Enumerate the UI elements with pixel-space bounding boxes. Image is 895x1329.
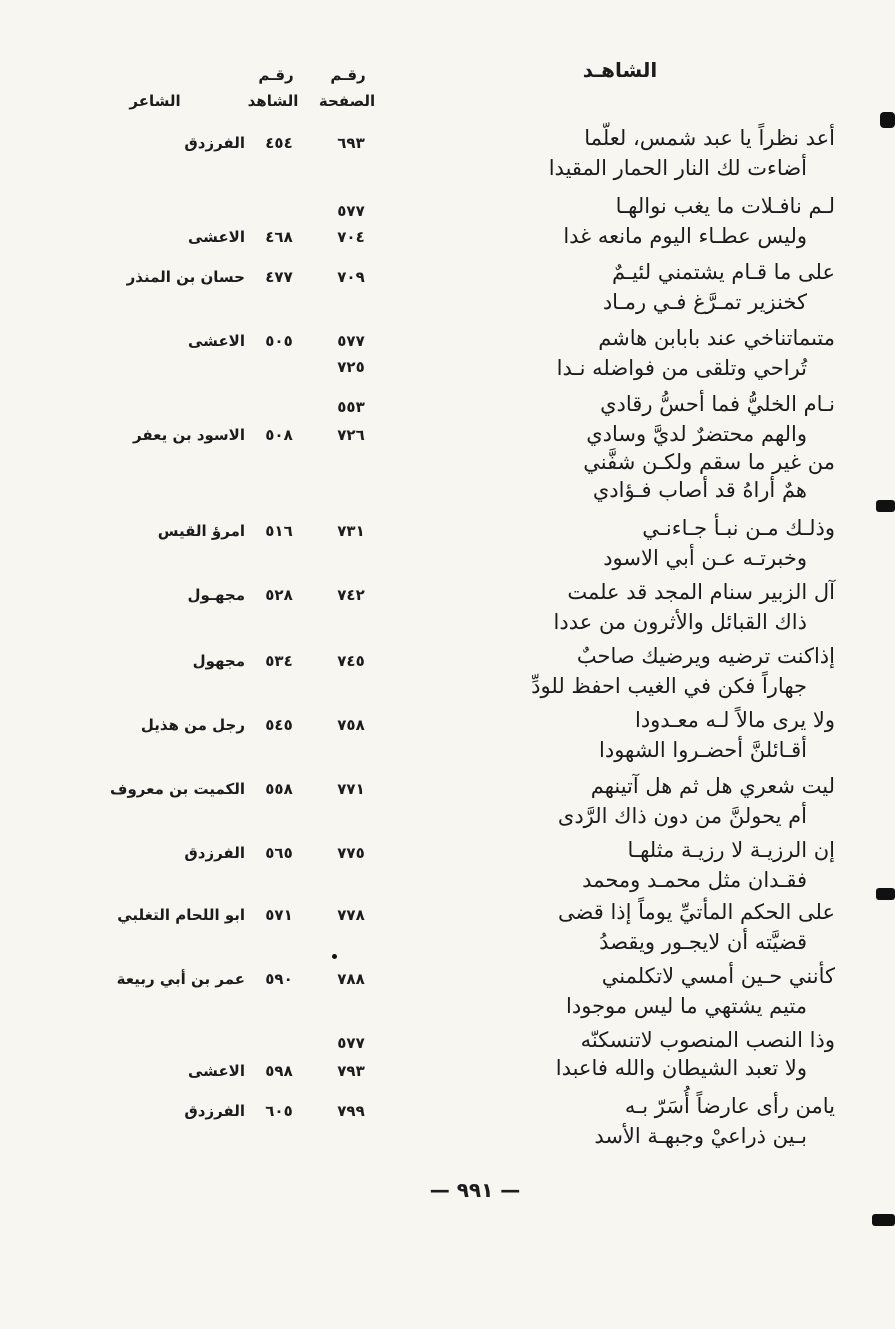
verse-line: ولا يرى مالاً لـه معـدودا xyxy=(634,708,835,732)
verse-line: ليت شعري هل ثم هل آتينهم xyxy=(590,774,835,798)
witness-number: ٥٣٤ xyxy=(265,652,293,670)
verse-line: والهم محتضرٌ لديَّ وسادي xyxy=(586,422,807,446)
page-number: ٥٧٧ xyxy=(337,202,365,220)
witness-number: ٤٦٨ xyxy=(265,228,293,246)
verse-line: آل الزبير سنام المجد قد علمت xyxy=(567,580,835,604)
poet-name: الاعشى xyxy=(188,332,245,350)
verse-line: أم يحولنَّ من دون ذاك الرَّدى xyxy=(557,804,807,828)
poet-name: الاسود بن يعفر xyxy=(133,426,245,444)
witness-number: ٥٠٨ xyxy=(265,426,293,444)
witness-number: ٥٩٨ xyxy=(265,1062,293,1080)
page-number: ٧٨٨ xyxy=(337,970,365,988)
verse-line: أعد نظراً يا عبد شمس، لعلّما xyxy=(584,126,835,150)
witness-number: ٥٤٥ xyxy=(265,716,293,734)
verse-line: إذاكنت ترضيه ويرضيك صاحبٌ xyxy=(576,644,835,668)
witness-number: ٥٢٨ xyxy=(265,586,293,604)
page-number: ٧٧٨ xyxy=(337,906,365,924)
scan-mark xyxy=(876,888,895,900)
verse-line: كخنزير تمـرَّغ فـي رمـاد xyxy=(602,290,807,314)
verse-line: على ما قـام يشتمني لئيـمٌ xyxy=(611,260,835,284)
verse-line: فقـدان مثل محمـد ومحمد xyxy=(582,868,807,892)
witness-number: ٤٧٧ xyxy=(265,268,293,286)
poet-name: الكميت بن معروف xyxy=(110,780,245,798)
verse-line: همٌ أراهُ قد أصاب فـؤادي xyxy=(592,478,807,502)
verse-line: ولا تعبد الشيطان والله فاعبدا xyxy=(555,1056,807,1080)
page-number: ٧٩٩ xyxy=(337,1102,365,1120)
scan-mark xyxy=(876,500,895,512)
page-number: ٥٥٣ xyxy=(337,398,365,416)
page-number: ٧٩٣ xyxy=(337,1062,365,1080)
verse-line: كأنني حـين أمسي لاتكلمني xyxy=(601,964,835,988)
poet-name: مجهول xyxy=(192,652,245,670)
page-number: ٧٧٥ xyxy=(337,844,365,862)
witness-number: ٦٠٥ xyxy=(265,1102,293,1120)
verse-line: متىماتناخي عند بابابن هاشم xyxy=(598,326,835,350)
verse-line: قضيَّته أن لايجـور ويقصدُ xyxy=(599,930,807,954)
verse-line: لـم نافـلات ما يغب نوالهـا xyxy=(615,194,835,218)
page-number: ٧٣١ xyxy=(337,522,365,540)
poet-name: الفرزدق xyxy=(184,1102,245,1120)
verse-line: وذا النصب المنصوب لاتنسكنّه xyxy=(580,1028,835,1052)
verse-line: بـين ذراعيْ وجبهـة الأسد xyxy=(594,1124,807,1148)
page-number: ٧٥٨ xyxy=(337,716,365,734)
page-number: ٧٠٩ xyxy=(337,268,365,286)
verse-line: نـام الخليُّ فما أحسُّ رقادي xyxy=(600,392,835,416)
header-page-number-line1: رقـم xyxy=(330,66,366,84)
poet-name: حسان بن المنذر xyxy=(126,268,245,286)
witness-number: ٥٥٨ xyxy=(265,780,293,798)
scan-mark xyxy=(880,112,895,128)
page-number: ٧٧١ xyxy=(337,780,365,798)
page-number: ٧٤٥ xyxy=(337,652,365,670)
witness-number: ٥١٦ xyxy=(265,522,293,540)
page-number: ٥٧٧ xyxy=(337,1034,365,1052)
ink-dot xyxy=(332,954,337,959)
verse-line: إن الرزيـة لا رزيـة مثلهـا xyxy=(627,838,835,862)
poet-name: عمر بن أبي ربيعة xyxy=(116,970,245,988)
witness-number: ٥٩٠ xyxy=(265,970,293,988)
verse-line: أقـائلنَّ أحضـروا الشهودا xyxy=(599,738,807,762)
page-number: ٧٠٤ xyxy=(337,228,365,246)
header-witness-number-line1: رقـم xyxy=(258,66,294,84)
poet-name: الفرزدق xyxy=(184,844,245,862)
page-number: ٥٧٧ xyxy=(337,332,365,350)
verse-line: وليس عطـاء اليوم مانعه غدا xyxy=(563,224,807,248)
page-number-footer: — ٩٩١ — xyxy=(429,1178,521,1202)
witness-number: ٥٦٥ xyxy=(265,844,293,862)
poet-name: مجهـول xyxy=(187,586,245,604)
witness-number: ٥٧١ xyxy=(265,906,293,924)
poet-name: الفرزدق xyxy=(184,134,245,152)
verse-line: يامن رأى عارضاً أُسَرّ بـه xyxy=(624,1094,835,1118)
verse-line: جهاراً فكن في الغيب احفظ للودِّ xyxy=(531,674,807,698)
poet-name: ابو اللحام التغلبي xyxy=(117,906,245,924)
header-page-number-line2: الصفحة xyxy=(318,92,376,110)
poet-name: امرؤ القيس xyxy=(157,522,245,540)
scan-mark xyxy=(872,1214,895,1226)
verse-line: وذلـك مـن نبـأ جـاءنـي xyxy=(642,516,835,540)
page-number: ٦٩٣ xyxy=(337,134,365,152)
header-witness-number-line2: الشاهد xyxy=(247,92,299,110)
poet-name: الاعشى xyxy=(188,1062,245,1080)
verse-line: متيم يشتهي ما ليس موجودا xyxy=(566,994,807,1018)
poet-name: الاعشى xyxy=(188,228,245,246)
verse-line: وخبرتـه عـن أبي الاسود xyxy=(603,546,807,570)
page-number: ٧٢٦ xyxy=(337,426,365,444)
poet-name: رجل من هذيل xyxy=(140,716,245,734)
header-verse: الشاهـد xyxy=(582,58,658,82)
verse-line: أضاءت لك النار الحمار المقيدا xyxy=(548,156,807,180)
verse-line: من غير ما سقم ولكـن شفَّني xyxy=(583,450,835,474)
verse-line: تُراحي وتلقى من فواضله نـدا xyxy=(556,356,807,380)
header-poet: الشاعر xyxy=(129,92,181,110)
page-number: ٧٤٢ xyxy=(337,586,365,604)
verse-line: على الحكم المأتيِّ يوماً إذا قضى xyxy=(558,900,835,924)
witness-number: ٥٠٥ xyxy=(265,332,293,350)
witness-number: ٤٥٤ xyxy=(265,134,293,152)
page-number: ٧٢٥ xyxy=(337,358,365,376)
verse-line: ذاك القبائل والأثرون من عددا xyxy=(553,610,807,634)
